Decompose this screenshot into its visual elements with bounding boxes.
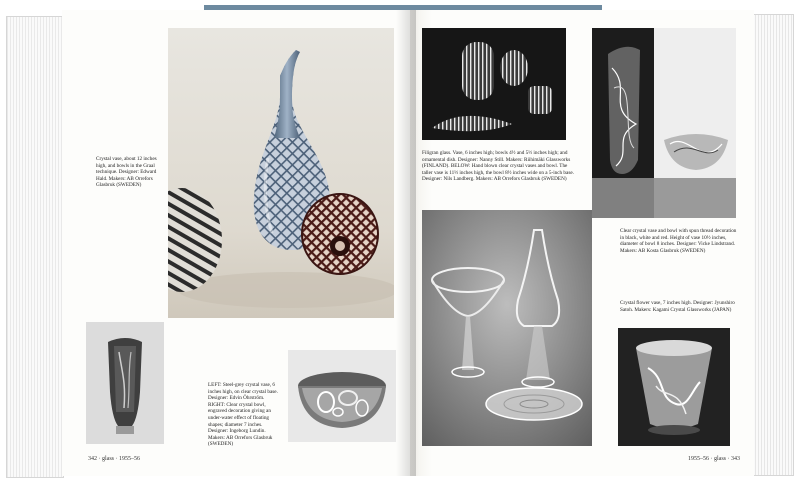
- caption-kosta-vase-and-bowl: Clear crystal vase and bowl with spun thread decoration in black, white and red. Height of vase 10½ inches, diameter of bowl 8 inches. Designer: Vicke Lindstrand. Makers: AB Kosta Glasbruk (SWEDEN): [620, 228, 737, 254]
- photo-graal-vase: [168, 28, 394, 318]
- photo-filigree-glass: [422, 28, 566, 140]
- engraved-bowl-illustration: [288, 350, 396, 442]
- caption-steel-grey-vase-and-bowl: LEFT: Steel-grey crystal vase, 6 inches high, on clear crystal base. Designer: Edvin Öhrström. RIGHT: Clear crystal bowl, engraved decoration giving an under-water effect of floating shapes; diameter 7 inches. Designer: Ingeborg Lundin. Makers: AB Orrefors Glasbruk (SWEDEN): [208, 382, 278, 448]
- kosta-vase-illustration: [592, 28, 736, 218]
- orrefors-vases-illustration: [422, 210, 592, 446]
- graal-vase-illustration: [168, 28, 394, 318]
- folio-right: 1955–56 · glass · 343: [688, 456, 740, 462]
- steel-grey-vase-illustration: [86, 322, 164, 444]
- page-edges-right: [752, 14, 794, 476]
- right-page: [410, 10, 754, 476]
- caption-filigree-glass: Filigran glass. Vase, 6 inches high; bowls 4½ and 5½ inches high; and ornamental dish. Designer: Nanny Still. Makers: Riihimäki Glassworks (FINLAND). BELOW: Hand blown clear crystal vases and bowl. The taller vase is 11½ inches high, the bowl 8½ inches wide on a 5-inch base. Designer: Nils Landberg. Makers: AB Orrefors Glasbruk (SWEDEN): [422, 150, 574, 183]
- photo-engraved-bowl: [288, 350, 396, 442]
- photo-kagami-vase: [618, 328, 730, 446]
- caption-kagami-vase: Crystal flower vase, 7 inches high. Designer: Jyunshiro Satoh. Makers: Kagami Crystal Glassworks (JAPAN): [620, 300, 735, 313]
- left-page: [62, 10, 410, 476]
- folio-left: 342 · glass · 1955–56: [88, 456, 140, 462]
- page-edges-left: [6, 16, 64, 478]
- photo-kosta-vase-and-bowl: [592, 28, 736, 218]
- kagami-vase-illustration: [618, 328, 730, 446]
- filigree-glass-illustration: [422, 28, 566, 140]
- photo-orrefors-vases: [422, 210, 592, 446]
- caption-graal-vase: Crystal vase, about 12 inches high, and bowls in the Graal technique. Designer: Edward Hald. Makers: AB Orrefors Glasbruk (SWEDEN): [96, 156, 157, 189]
- photo-steel-grey-vase: [86, 322, 164, 444]
- book-gutter: [396, 10, 416, 476]
